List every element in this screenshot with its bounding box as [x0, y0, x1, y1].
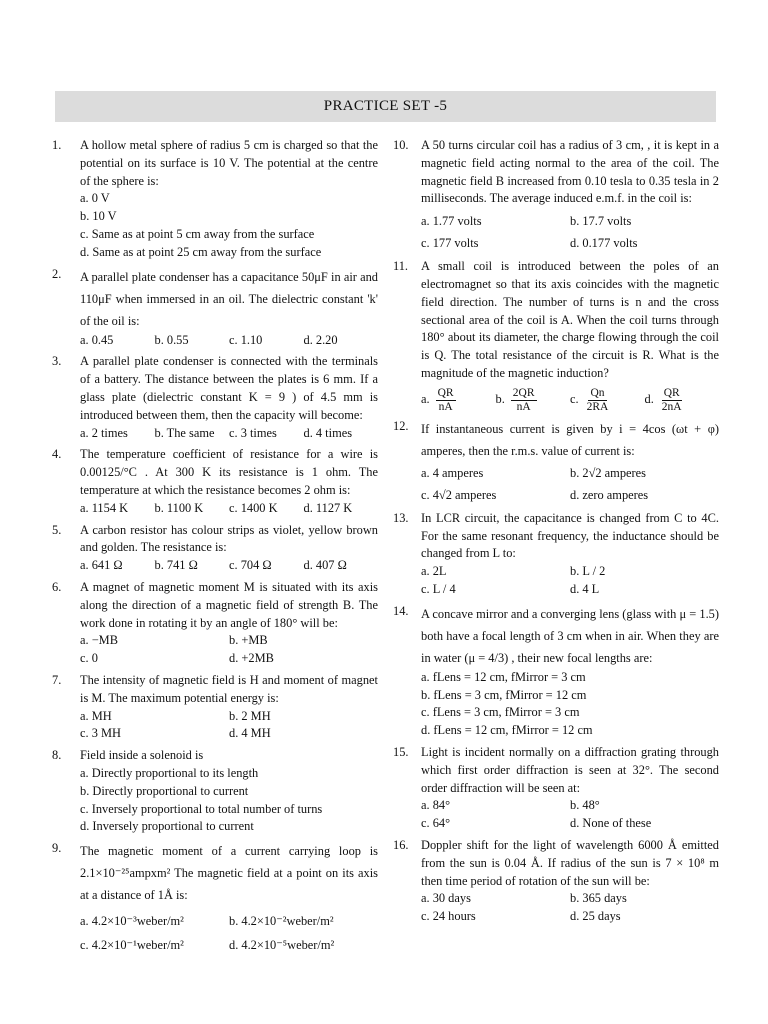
options-row [421, 387, 719, 414]
option-c: c. 1400 K [229, 500, 278, 515]
option-d: d. 4.2×10⁻⁵weber/m² [229, 938, 335, 953]
options-row [80, 332, 378, 350]
option-d: d. $\frac{QR}{2nA}$ [644, 386, 682, 413]
question-stem: A parallel plate condenser is connected with the terminals of a battery. The distance between the plates is 6 mm. If a glass plate (dielectric constant K = 9 ) of 4.5 mm is introduced between them, then the capacity will become: [80, 354, 378, 422]
option-b: b. 10 V [80, 209, 117, 224]
question-7 [52, 672, 378, 743]
fraction: $\frac{QR}{nA}$ [437, 386, 454, 413]
option-a: a. 0.45 [80, 332, 114, 347]
options-row [80, 725, 378, 743]
options-row [80, 650, 378, 668]
option-d: d. 0.177 volts [570, 236, 638, 251]
question-number: 15. [393, 744, 409, 759]
option-a: a. 4 amperes [421, 465, 484, 480]
options-row [80, 933, 378, 957]
options-row [80, 557, 378, 575]
question-8 [52, 747, 378, 836]
option-a: a. 1154 K [80, 500, 129, 515]
option-c: c. 1.10 [229, 332, 263, 347]
option-c: c. 4√2 amperes [421, 487, 497, 502]
options-row [421, 890, 719, 908]
fraction: $\frac{Qn}{2RA}$ [586, 386, 609, 413]
option-c: c. Inversely proportional to total number of turns [80, 801, 323, 816]
question-stem: Field inside a solenoid is [80, 748, 204, 763]
option-c: c. $\frac{Qn}{2RA}$ [570, 386, 609, 413]
option-a: a. 0 V [80, 191, 110, 206]
options-row [421, 581, 719, 599]
option-b: b. 741 Ω [154, 558, 198, 573]
options-row [80, 500, 378, 518]
fraction: $\frac{QR}{2nA}$ [661, 386, 682, 413]
question-stem: Light is incident normally on a diffraction grating through which first order diffraction is seen at 32°. The second order diffraction will be seen at: [421, 744, 719, 795]
question-5 [52, 522, 378, 575]
page-title: PRACTICE SET -5 [323, 98, 448, 114]
question-6 [52, 579, 378, 668]
question-stem: Doppler shift for the light of wavelength 6000 Å emitted from the sun is 0.04 Å. If radius of the sun is 7 × 10⁸ m then time period of rotation of the sun will be: [421, 837, 719, 888]
question-stem: The magnetic moment of a current carrying loop is 2.1×10⁻²⁵ampxm² The magnetic field at a point on its axis at a distance of 1Å is: [80, 844, 378, 903]
question-stem: A small coil is introduced between the poles of an electromagnet so that its axis coincides with the magnetic field direction. The number of turns is n and the cross sectional area of the coil is A. When the coil turns through 180° about its diameter, the charge flowing through the coil is Q. The total resistance of the circuit is R. What is the magnitude of the magnetic induction? [421, 259, 719, 380]
option-b: b. Directly proportional to current [80, 783, 249, 798]
question-12 [393, 418, 719, 506]
option-b: b. 0.55 [154, 332, 189, 347]
option-d: d. fLens = 12 cm, fMirror = 12 cm [421, 723, 593, 738]
options-row [421, 484, 719, 506]
option-a: a. 4.2×10⁻³weber/m² [80, 914, 184, 929]
option-a: a. fLens = 12 cm, fMirror = 3 cm [421, 669, 586, 684]
options-row [421, 462, 719, 484]
question-stem: A concave mirror and a converging lens (glass with μ = 1.5) both have a focal length of 3 cm when in air. When they are in water (μ = 4/3) , their new focal lengths are: [421, 606, 719, 665]
option-b: b. 4.2×10⁻²weber/m² [229, 914, 334, 929]
question-15 [393, 744, 719, 833]
left-column [52, 137, 378, 961]
option-a: a. −MB [80, 633, 118, 648]
question-number: 7. [52, 672, 62, 687]
option-b: b. fLens = 3 cm, fMirror = 12 cm [421, 687, 587, 702]
question-number: 4. [52, 447, 62, 462]
question-2 [52, 266, 378, 350]
question-number: 8. [52, 748, 62, 763]
question-number: 1. [52, 138, 62, 152]
option-d: d. 4 times [303, 425, 353, 440]
options-row [421, 908, 719, 926]
option-d: d. None of these [570, 816, 652, 831]
question-stem: If instantaneous current is given by i = 4cos (ωt + φ) amperes, then the r.m.s. value of current is: [421, 421, 719, 458]
option-c: c. 0 [80, 651, 98, 666]
question-number: 6. [52, 579, 62, 594]
question-13 [393, 510, 719, 599]
fraction: $\frac{2QR}{nA}$ [512, 386, 535, 413]
question-stem: The intensity of magnetic field is H and moment of magnet is M. The maximum potential energy is: [80, 672, 378, 705]
question-stem: A hollow metal sphere of radius 5 cm is charged so that the potential on its surface is 10 V. The potential at the centre of the sphere is: [80, 138, 378, 188]
question-number: 9. [52, 841, 62, 856]
option-a: a. 2 times [80, 425, 128, 440]
question-1 [52, 137, 378, 262]
options-row [421, 563, 719, 581]
question-16 [393, 837, 719, 926]
option-d: d. 4 MH [229, 726, 271, 741]
question-10 [393, 137, 719, 254]
option-c: c. Same as at point 5 cm away from the surface [80, 226, 315, 241]
options-row [80, 909, 378, 933]
question-9 [52, 840, 378, 957]
option-b: b. 365 days [570, 891, 627, 906]
question-number: 5. [52, 522, 62, 537]
option-c: c. 704 Ω [229, 558, 272, 573]
option-b: b. L / 2 [570, 564, 606, 579]
question-11 [393, 258, 719, 414]
option-c: c. 24 hours [421, 909, 476, 924]
question-14 [393, 603, 719, 740]
option-c: c. 177 volts [421, 236, 479, 251]
question-stem: The temperature coefficient of resistance for a wire is 0.00125/°C . At 300 K its resistance is 1 ohm. The temperature at which the resistance becomes 2 ohm is: [80, 447, 378, 497]
option-c: c. 4.2×10⁻¹weber/m² [80, 938, 184, 953]
options-row [421, 210, 719, 232]
question-number: 3. [52, 354, 62, 369]
question-stem: A 50 turns circular coil has a radius of 3 cm, , it is kept in a magnetic field acting normal to the area of the coil. The magnetic field B increased from 0.10 tesla to 0.35 tesla in 2 milliseconds. The average induced e.m.f. in the coil is: [421, 138, 719, 206]
option-d: d. 2.20 [303, 332, 338, 347]
option-b: b. 2√2 amperes [570, 465, 646, 480]
option-b: b. 17.7 volts [570, 214, 632, 229]
option-a: a. 641 Ω [80, 558, 123, 573]
option-b: b. 48° [570, 798, 600, 813]
question-4 [52, 446, 378, 517]
option-d: d. 25 days [570, 909, 621, 924]
option-a: a. 30 days [421, 891, 471, 906]
question-stem: In LCR circuit, the capacitance is changed from C to 4C. For the same resonant frequency, the inductance should be changed from L to: [421, 510, 719, 561]
option-d: d. zero amperes [570, 487, 649, 502]
question-stem: A carbon resistor has colour strips as violet, yellow brown and golden. The resistance is: [80, 522, 378, 555]
question-3 [52, 353, 378, 442]
option-d: d. Inversely proportional to current [80, 819, 254, 834]
option-c: c. 3 times [229, 425, 277, 440]
options-row [80, 425, 378, 443]
question-number: 16. [393, 837, 409, 852]
right-column [393, 137, 719, 930]
option-d: d. 4 L [570, 581, 600, 596]
option-c: c. L / 4 [421, 581, 456, 596]
practice-set-header [55, 91, 716, 122]
option-c: c. 3 MH [80, 726, 121, 741]
option-d: d. +2MB [229, 651, 274, 666]
option-d: d. 407 Ω [303, 558, 347, 573]
option-c: c. fLens = 3 cm, fMirror = 3 cm [421, 705, 580, 720]
question-number: 10. [393, 138, 409, 152]
question-number: 11. [393, 259, 409, 274]
question-number: 13. [393, 510, 409, 525]
options-row [80, 708, 378, 726]
options-row [421, 797, 719, 815]
options-row [421, 815, 719, 833]
option-b: b. +MB [229, 633, 268, 648]
options-row [421, 232, 719, 254]
option-a: a. 2L [421, 564, 447, 579]
option-a: a. Directly proportional to its length [80, 765, 259, 780]
option-c: c. 64° [421, 816, 451, 831]
option-a: a. 1.77 volts [421, 214, 482, 229]
option-a: a. MH [80, 708, 112, 723]
option-a: a. 84° [421, 798, 451, 813]
question-stem: A parallel plate condenser has a capacitance 50μF in air and 110μF when immersed in an oil. The dielectric constant 'k' of the oil is: [80, 269, 378, 328]
option-d: d. 1127 K [303, 500, 353, 515]
option-b: b. $\frac{2QR}{nA}$ [495, 386, 535, 413]
question-number: 2. [52, 266, 62, 281]
option-a: a. $\frac{QR}{nA}$ [421, 386, 454, 413]
options-row [80, 632, 378, 650]
question-number: 14. [393, 603, 409, 618]
option-b: b. 1100 K [154, 500, 204, 515]
option-b: b. The same [154, 425, 215, 440]
option-b: b. 2 MH [229, 708, 271, 723]
question-stem: A magnet of magnetic moment M is situated with its axis along the direction of a magnetic field of strength B. The work done in rotating it by an angle of 180° will be: [80, 579, 378, 630]
question-number: 12. [393, 418, 409, 433]
option-d: d. Same as at point 25 cm away from the surface [80, 244, 322, 259]
